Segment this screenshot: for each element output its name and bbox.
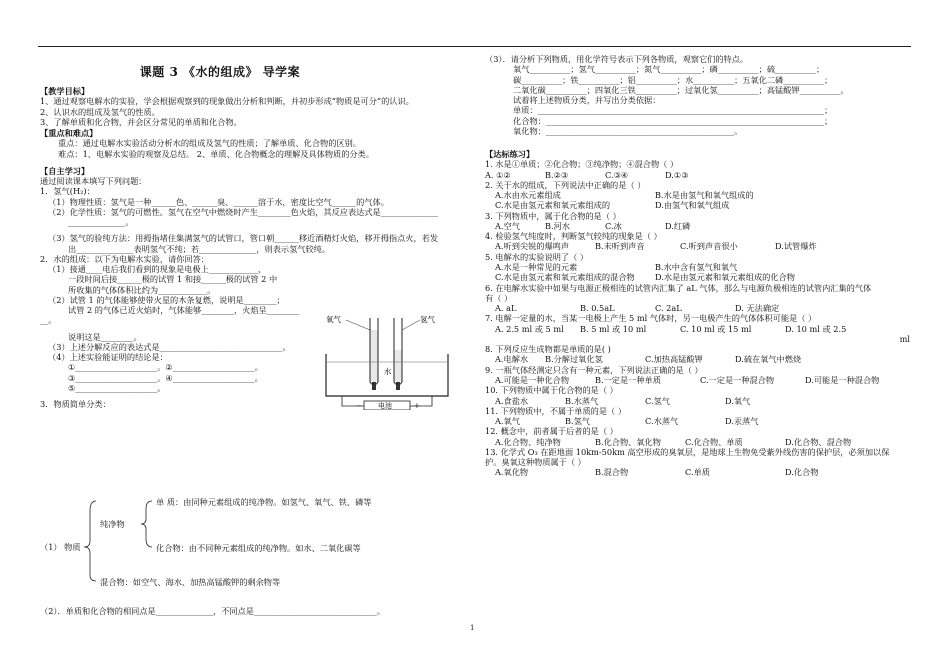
classify-instruction: 试着将上述物质分类，并写出分类依据： <box>513 95 661 105</box>
question-4-options <box>485 241 915 251</box>
hydrogen-heading: 1．氢气(H₂)： <box>40 186 95 197</box>
practice-questions <box>485 159 915 477</box>
question-6: 6. 在电解水实验中如果与电源正极相连的试管内汇集了 aL 气体，那么与电源负极相连的试管内汇集的气体 <box>485 282 872 293</box>
page-title: 课题 3 《水的组成》 导学案 <box>139 65 301 79</box>
electrolysis-diagram <box>322 312 452 410</box>
tree-compound: 化合物：由不同种元素组成的纯净物。如水、二氧化碳等 <box>156 543 361 553</box>
question-10: 10. 下列物质中属于化合物的是（ ） <box>485 385 618 396</box>
water-line-6: __。 <box>40 315 57 326</box>
question-2-options <box>485 190 915 200</box>
option-A: A.化合物、纯净物 <box>495 436 561 447</box>
page-number: 1 <box>470 624 475 632</box>
question-4: 4. 检验氢气纯度时，判断氢气较纯的现象是（ ） <box>485 231 662 242</box>
tree-pure: 纯净物 <box>100 519 125 529</box>
question-3-options <box>485 221 915 231</box>
option-B: B.水中含有氢气和氧气 <box>655 261 738 272</box>
option-A: A. aL <box>495 303 517 314</box>
question-2: 2. 关于水的组成，下列说法中正确的是（ ） <box>485 179 646 190</box>
option-D: D.化合物、混合物 <box>785 436 852 447</box>
label-hydrogen: 氢气 <box>420 315 435 324</box>
tree-element: 单 质：由同种元素组成的纯净物。如氢气、氧气、铁、磷等 <box>156 497 372 507</box>
question-5: 5. 电解水的实验说明了（ ） <box>485 251 589 262</box>
hydrogen-line-5: 出______________表明氢气不纯；若______________，则表示氢气较纯。 <box>68 243 331 254</box>
option-A: A.电解水 <box>495 354 529 365</box>
water-heading: 2．水的组成：以下为电解水实验，请你回答： <box>40 253 209 264</box>
water-line-11: ③____________________。④____________________。 <box>68 372 263 383</box>
question-8-options <box>485 354 915 364</box>
option-A: A.听到尖锐的爆鸣声 <box>495 241 570 252</box>
option-C: C.冰 <box>605 220 622 231</box>
option-C: C.一定是一种混合物 <box>700 374 775 385</box>
water-line-3: 所收集的气体体积比约为____________。 <box>68 284 216 295</box>
tree-mixture: 混合物：如空气、海水、加热高锰酸钾的剩余物等 <box>100 577 281 587</box>
question-13-options <box>485 467 915 477</box>
label-battery: 电池 <box>378 402 392 410</box>
header-rule <box>38 46 911 47</box>
symbols-line-2: 碳__________；铁__________；铝__________；水__________；五氧化二磷__________； <box>513 74 833 85</box>
option-A: A.水是一种常见的元素 <box>495 261 578 272</box>
option-D: D.汞蒸气 <box>725 416 759 427</box>
option-D: D.水是由氢元素和氧元素组成的化合物 <box>655 272 795 283</box>
water-line-1: （1）接通____电后我们看到的现象是电极上____________， <box>48 264 267 274</box>
option-A: A.水由水元素组成 <box>495 190 561 201</box>
question-13-cont: 护。臭氧这种物质属于（ ） <box>485 457 586 468</box>
question-6-options <box>485 303 915 313</box>
option-D: D.试管爆炸 <box>775 241 817 252</box>
question-5-options <box>485 272 915 282</box>
classification-heading: 3．物质简单分类： <box>40 399 111 409</box>
water-line-7: 说明这是________。 <box>68 331 142 342</box>
option-A: A.可能是一种化合物 <box>495 374 570 385</box>
battery-plus: + <box>414 402 420 410</box>
water-line-4: （2）试管 1 的气体能够使带火星的木条复燃，说明是________； <box>48 294 285 305</box>
option-C: C. 2aL <box>655 303 682 314</box>
similarity-question: （2）．单质和化合物的相同点是______________，不同点是______________________________。 <box>40 606 385 616</box>
option-C: C.③④ <box>605 169 629 180</box>
option-C: C.氢气 <box>645 395 670 406</box>
question-10-options <box>485 396 915 406</box>
option-D: D. 无法确定 <box>735 303 780 314</box>
question-9-options <box>485 375 915 385</box>
option-D: D.氧气 <box>725 395 751 406</box>
option-B: B. 0.5aL <box>580 303 615 314</box>
hydrogen-line-1: （1）物理性质：氢气是一种______色、______臭、______溶于水，密度比空气______的气体。 <box>48 196 389 207</box>
question-7-options <box>485 324 915 334</box>
question-2-options <box>485 200 915 210</box>
hydrogen-line-3: ______________。 <box>68 217 134 227</box>
option-C: C. 10 ml 或 15 ml <box>680 323 752 334</box>
option-B: B.河水 <box>545 220 570 231</box>
question-7: 7. 电解一定量的水，当某一电极上产生 5 ml 气体时，另一电极产生的气体体积可能是（ ） <box>485 313 817 324</box>
keypoint-2: 难点：1、电解水实验的观察及总结。 2、单质、化合物概念的理解及具体物质的分类。 <box>58 148 374 159</box>
question-6-cont: 有（ ） <box>485 292 513 303</box>
question-12: 12. 概念中，前者属于后者的是（ ） <box>485 426 618 437</box>
option-D: D.红磷 <box>665 220 691 231</box>
intro-line: 通过阅读课本填写下列问题： <box>40 176 147 186</box>
classify-oxides: 氧化物：______________________________________________。 <box>513 125 743 136</box>
option-D: D.由氢气和氧气组成 <box>655 200 730 211</box>
option-C: C.听到声音很小 <box>680 241 738 252</box>
option-B: B.一定是一种单质 <box>595 374 661 385</box>
classify-elements: 单质：______________________________________________________________________； <box>513 105 833 116</box>
option-D: D.化合物 <box>785 467 819 478</box>
option-C: C.水是由氢元素和氧元素组成的混合物 <box>495 272 635 283</box>
water-line-9: （4）上述实验能证明的结论是： <box>48 352 168 362</box>
option-B: B.未听到声音 <box>595 241 645 252</box>
question-8: 8. 下列反应生成物都是单质的是( ) <box>485 344 611 355</box>
option-C: C.水蒸气 <box>645 416 679 427</box>
water-line-2: 一段时间后接______极的试管 1 和接______极的试管 2 中 <box>68 274 278 285</box>
tree-root: （1） 物质 <box>40 542 81 552</box>
option-D: D. 10 ml 或 2.5 <box>785 323 847 334</box>
option-B: B.氢气 <box>565 416 590 427</box>
option-A: A.空气 <box>495 220 520 231</box>
keypoints-heading: 【重点和难点】 <box>40 128 98 138</box>
classify-compounds: 化合物：____________________________________________________________________； <box>513 115 833 126</box>
question-11-options <box>485 416 915 426</box>
option-B: B.分解过氧化氢 <box>545 354 603 365</box>
question-9: 9. 一瓶气体经测定只含有一种元素，下列说法正确的是（ ） <box>485 364 703 375</box>
option-A: A.氧化物 <box>495 467 529 478</box>
water-line-12: ⑤____________________。 <box>68 382 166 393</box>
symbols-line-1: 氧气__________；氢气__________；氮气__________；磷__________；硫__________； <box>513 64 825 75</box>
objective-1: 1、通过观察电解水的实验，学会根据观察到的现象做出分析和判断，并初步形成“物质是可分”的认识。 <box>40 96 414 107</box>
option-D: D.①③ <box>665 169 689 180</box>
option-C: C.单质 <box>685 467 710 478</box>
keypoint-1: 重点：通过电解水实验活动分析水的组成及氢气的性质；了解单质、化合物的区别。 <box>58 138 361 149</box>
classification-tree <box>40 497 460 597</box>
option-A: A.氧气 <box>495 416 520 427</box>
symbols-heading: （3）．请分析下列物质，用化学符号表示下列各物质，观察它们的特点。 <box>485 54 749 64</box>
question-3: 3. 下列物质中，属于化合物的是（ ） <box>485 210 621 221</box>
practice-heading: 【达标练习】 <box>485 149 535 159</box>
option-B: B.水是由氢气和氧气组成的 <box>655 190 754 201</box>
option-B: B.②③ <box>545 169 569 180</box>
right-column <box>485 54 915 478</box>
question-11: 11. 下列物质中，不属于单质的是（ ） <box>485 405 627 416</box>
hydrogen-line-4: （3）氢气的验纯方法：用拇指堵住集满氢气的试管口，管口朝______移近酒精灯火焰，移开拇指点火，若发 <box>48 233 439 244</box>
water-line-8: （3）上述分解反应的表达式是______________________________。 <box>48 341 291 352</box>
question-12-options <box>485 437 915 447</box>
battery-minus: − <box>356 402 362 410</box>
option-D: D.可能是一种混合物 <box>805 374 880 385</box>
option-A: A. 2.5 ml 或 5 ml <box>495 323 564 334</box>
option-B: B.化合物、氧化物 <box>595 436 661 447</box>
question-5-options <box>485 262 915 272</box>
label-oxygen: 氧气 <box>326 315 341 324</box>
objective-3: 3、了解单质和化合物，并会区分常见的单质和化合物。 <box>40 116 242 127</box>
water-line-10: ①____________________。②____________________。 <box>68 362 263 373</box>
symbols-line-3: 二氧化碳__________；四氧化三铁__________；过氧化氢__________；高锰酸钾__________。 <box>513 84 849 95</box>
objectives-heading: 【教学目标】 <box>40 86 90 96</box>
option-B: B.混合物 <box>595 467 629 478</box>
option-C: C.化合物、单质 <box>685 436 743 447</box>
question-7-tail: ml <box>899 333 910 344</box>
option-B: B. 5 ml 或 10 ml <box>580 323 647 334</box>
question-1: 1. 水是①单质；②化合物；③纯净物；④混合物（ ） <box>485 159 679 170</box>
option-A: A. ①② <box>485 169 511 180</box>
hydrogen-line-2: （2）化学性质：氢气的可燃性。氢气在空气中燃烧时产生________色火焰，其反应表达式是______________ <box>48 206 439 217</box>
option-C: C.加热高锰酸钾 <box>645 354 703 365</box>
option-B: B.水蒸气 <box>565 395 599 406</box>
question-1-options <box>485 170 915 180</box>
water-line-5: 试管 2 的气体已近火焰时，气体能够________，火焰呈________ <box>68 305 300 315</box>
label-water: 水 <box>384 367 392 376</box>
option-D: D.硫在氧气中燃烧 <box>735 354 802 365</box>
objective-2: 2、认识水的组成及氢气的性质。 <box>40 106 160 117</box>
option-C: C.水是由氢元素和氧元素组成的 <box>495 200 611 211</box>
question-13: 13. 化学式 O₃ 在距地面 10km-50km 高空形成的臭氧层，是地球上生物免受紫外线伤害的保护层，必须加以保 <box>485 446 890 457</box>
self-study-heading: 【自主学习】 <box>40 165 90 176</box>
option-A: A.食盐水 <box>495 395 529 406</box>
